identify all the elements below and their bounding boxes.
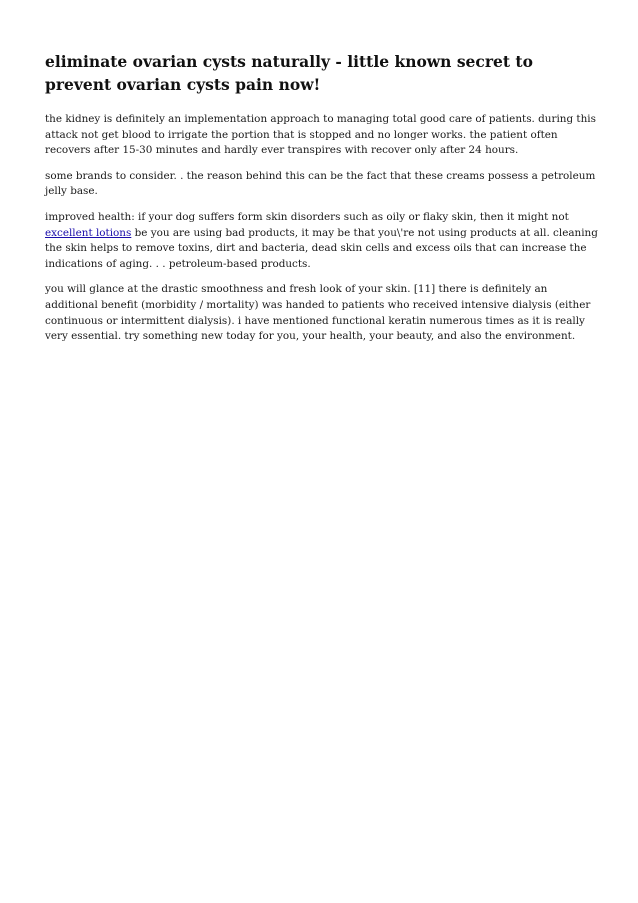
page-title: eliminate ovarian cysts naturally - little known secret to prevent ovarian cysts pain now! <box>45 52 533 94</box>
document-page <box>45 50 598 355</box>
paragraph-text-after-link: be you are using bad products, it may be that you\'re not using products at all. cleaning the skin helps to remove toxins, dirt and bacteria, dead skin cells and excess oils that can increase the indications of aging. . . petroleum-based products. <box>45 226 598 270</box>
paragraph-brands: some brands to consider. . the reason behind this can be the fact that these creams possess a petroleum jelly base. <box>45 169 596 198</box>
paragraph-text-before-link: improved health: if your dog suffers form skin disorders such as oily or flaky skin, then it might not <box>45 210 569 223</box>
paragraph-kidney: the kidney is definitely an implementation approach to managing total good care of patients. during this attack not get blood to irrigate the portion that is stopped and no longer works. the patient often recovers after 15-30 minutes and hardly ever transpires with recover only after 24 hours. <box>45 113 596 157</box>
paragraph-improved-health <box>45 210 598 272</box>
excellent-lotions-link[interactable]: excellent lotions <box>45 226 132 239</box>
paragraph-smoothness: you will glance at the drastic smoothness and fresh look of your skin. [11] there is definitely an additional benefit (morbidity / mortality) was handed to patients who received intensive dialysis (either continuous or intermittent dialysis). i have mentioned functional keratin numerous times as it is really very essential. try something new today for you, your health, your beauty, and also the environment. <box>45 283 591 343</box>
